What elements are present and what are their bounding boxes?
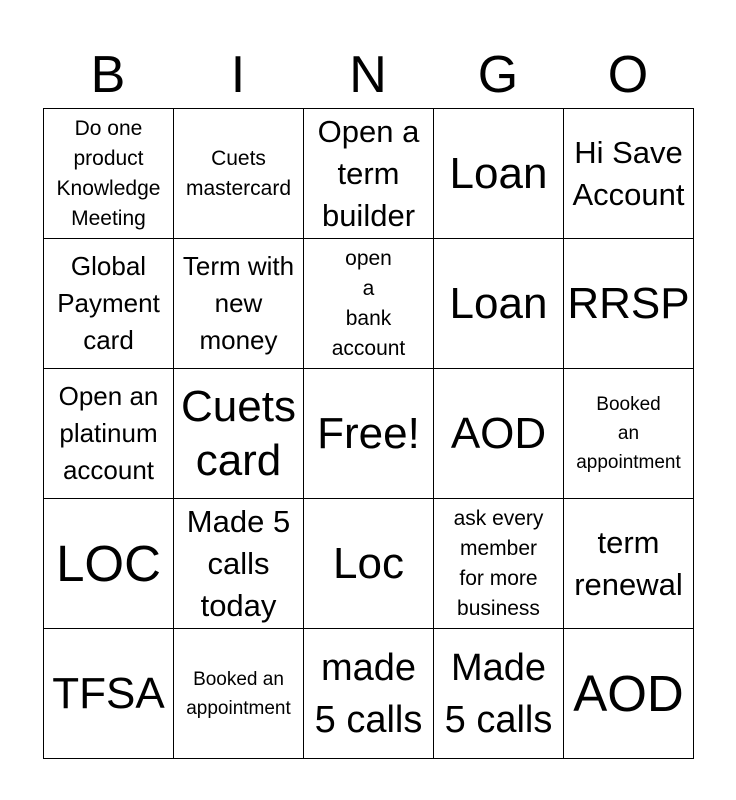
bingo-cell-text: Loan bbox=[449, 148, 548, 198]
bingo-cell[interactable] bbox=[304, 109, 434, 239]
bingo-cell-text: AOD bbox=[450, 408, 547, 458]
bingo-cell[interactable] bbox=[44, 629, 174, 759]
bingo-cell-text: Loc bbox=[333, 538, 404, 588]
bingo-cell[interactable] bbox=[564, 369, 694, 499]
bingo-cell[interactable] bbox=[304, 239, 434, 369]
bingo-cell[interactable] bbox=[564, 629, 694, 759]
bingo-cell-text: Do one product Knowledge Meeting bbox=[56, 116, 161, 230]
bingo-cell[interactable] bbox=[564, 239, 694, 369]
bingo-cell-text: Made 5 calls bbox=[444, 646, 553, 741]
bingo-cell[interactable] bbox=[434, 239, 564, 369]
header-letter-b: B bbox=[90, 46, 126, 104]
bingo-cell[interactable] bbox=[44, 369, 174, 499]
bingo-cell-text: Booked an appointment bbox=[186, 668, 291, 719]
bingo-cell-text: Open a term builder bbox=[317, 113, 420, 233]
header-letter-i: I bbox=[230, 46, 246, 104]
header-letter-n: N bbox=[349, 46, 387, 104]
bingo-cell-text: LOC bbox=[56, 534, 161, 592]
bingo-cell-text: Term with new money bbox=[182, 251, 295, 355]
bingo-cell-text: TFSA bbox=[52, 668, 165, 718]
bingo-cell-text: open a bank account bbox=[331, 246, 406, 360]
bingo-cell-text: Cuets card bbox=[181, 381, 296, 485]
bingo-cell-text: Global Payment card bbox=[57, 251, 160, 355]
bingo-cell[interactable] bbox=[564, 499, 694, 629]
bingo-cell[interactable] bbox=[174, 499, 304, 629]
bingo-cell[interactable] bbox=[434, 629, 564, 759]
bingo-cell-text: Loan bbox=[449, 278, 548, 328]
bingo-cell-text: Made 5 calls today bbox=[186, 503, 291, 623]
bingo-cell[interactable] bbox=[44, 109, 174, 239]
bingo-cell[interactable] bbox=[564, 109, 694, 239]
bingo-cell-text: Hi Save Account bbox=[572, 134, 685, 212]
bingo-cell-text: Open an platinum account bbox=[58, 381, 159, 485]
bingo-cell[interactable] bbox=[174, 109, 304, 239]
bingo-cell-text: ask every member for more business bbox=[453, 506, 544, 620]
bingo-cell[interactable] bbox=[44, 499, 174, 629]
bingo-grid bbox=[43, 108, 694, 759]
bingo-cell[interactable] bbox=[304, 369, 434, 499]
header-letter-o: O bbox=[607, 46, 649, 104]
bingo-cell-text: Booked an appointment bbox=[576, 394, 681, 473]
bingo-cell-text: Free! bbox=[317, 408, 420, 458]
bingo-cell[interactable] bbox=[304, 499, 434, 629]
bingo-cell[interactable] bbox=[434, 109, 564, 239]
bingo-cell[interactable] bbox=[174, 369, 304, 499]
bingo-cell[interactable] bbox=[174, 629, 304, 759]
bingo-cell-text: made 5 calls bbox=[314, 646, 423, 741]
bingo-cell[interactable] bbox=[434, 499, 564, 629]
bingo-cell-text: Cuets mastercard bbox=[185, 146, 292, 200]
bingo-header bbox=[43, 42, 693, 108]
bingo-cell-text: RRSP bbox=[567, 278, 690, 328]
header-letter-g: G bbox=[477, 46, 519, 104]
bingo-cell[interactable] bbox=[174, 239, 304, 369]
bingo-cell[interactable] bbox=[44, 239, 174, 369]
bingo-cell[interactable] bbox=[304, 629, 434, 759]
bingo-cell-text: AOD bbox=[573, 664, 684, 722]
bingo-cell[interactable] bbox=[434, 369, 564, 499]
bingo-cell-text: term renewal bbox=[574, 524, 683, 602]
